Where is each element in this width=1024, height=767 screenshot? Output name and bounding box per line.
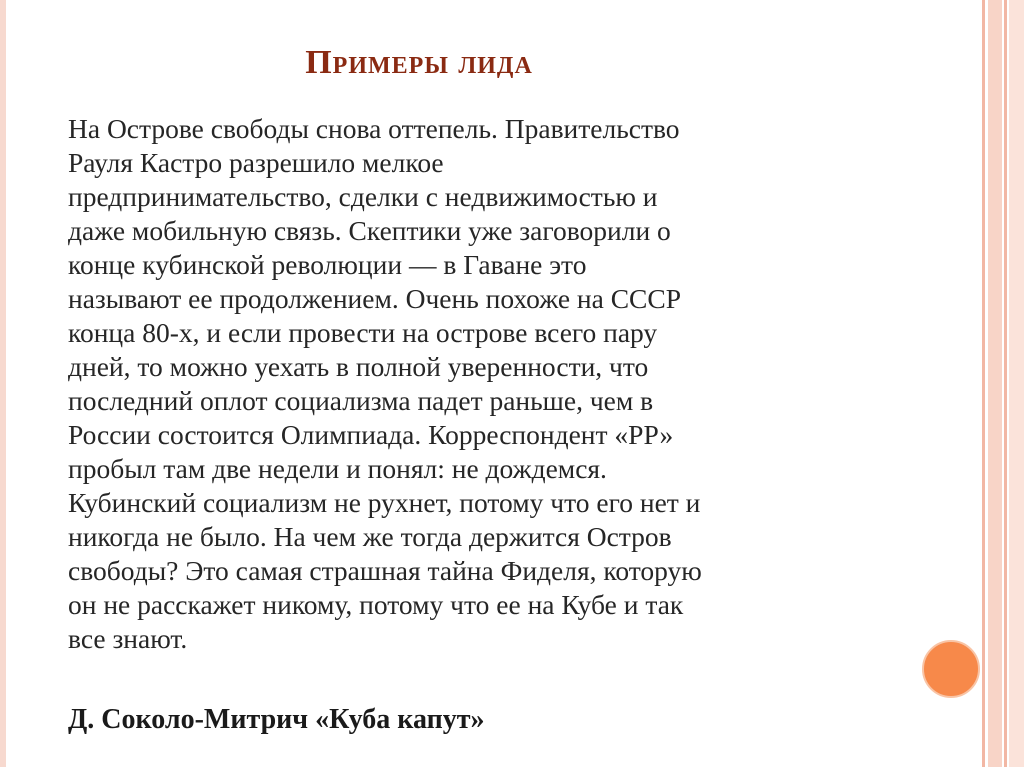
- text-line: пробыл там две недели и понял: не дождемся.: [68, 453, 607, 484]
- lead-paragraph: [68, 112, 898, 656]
- stripe: [982, 0, 985, 767]
- text-line: России состоится Олимпиада. Корреспондент «РР»: [68, 419, 674, 450]
- decorative-stripes: [982, 0, 1024, 767]
- accent-circle: [922, 640, 980, 698]
- text-line: называют ее продолжением. Очень похоже на СССР: [68, 283, 682, 314]
- attribution: Д. Соколо-Митрич «Куба капут»: [68, 704, 485, 735]
- stripe: [1009, 0, 1024, 767]
- text-line: конце кубинской революции — в Гаване это: [68, 249, 587, 280]
- text-line: никогда не было. На чем же тогда держится Остров: [68, 521, 672, 552]
- stripe: [988, 0, 1002, 767]
- text-line: Кубинский социализм не рухнет, потому что его нет и: [68, 487, 701, 518]
- text-line: Рауля Кастро разрешило мелкое: [68, 147, 444, 178]
- stripe: [1004, 0, 1007, 767]
- slide-title: Примеры лида: [305, 44, 533, 81]
- text-line: даже мобильную связь. Скептики уже заговорили о: [68, 215, 671, 246]
- text-line: свободы? Это самая страшная тайна Фиделя, которую: [68, 555, 702, 586]
- text-line: На Острове свободы снова оттепель. Правительство: [68, 113, 680, 144]
- text-line: последний оплот социализма падет раньше, чем в: [68, 385, 654, 416]
- text-line: все знают.: [68, 623, 188, 654]
- text-line: предпринимательство, сделки с недвижимостью и: [68, 181, 658, 212]
- text-line: он не расскажет никому, потому что ее на Кубе и так: [68, 589, 684, 620]
- text-line: конца 80-х, и если провести на острове всего пару: [68, 317, 658, 348]
- text-line: дней, то можно уехать в полной уверенности, что: [68, 351, 649, 382]
